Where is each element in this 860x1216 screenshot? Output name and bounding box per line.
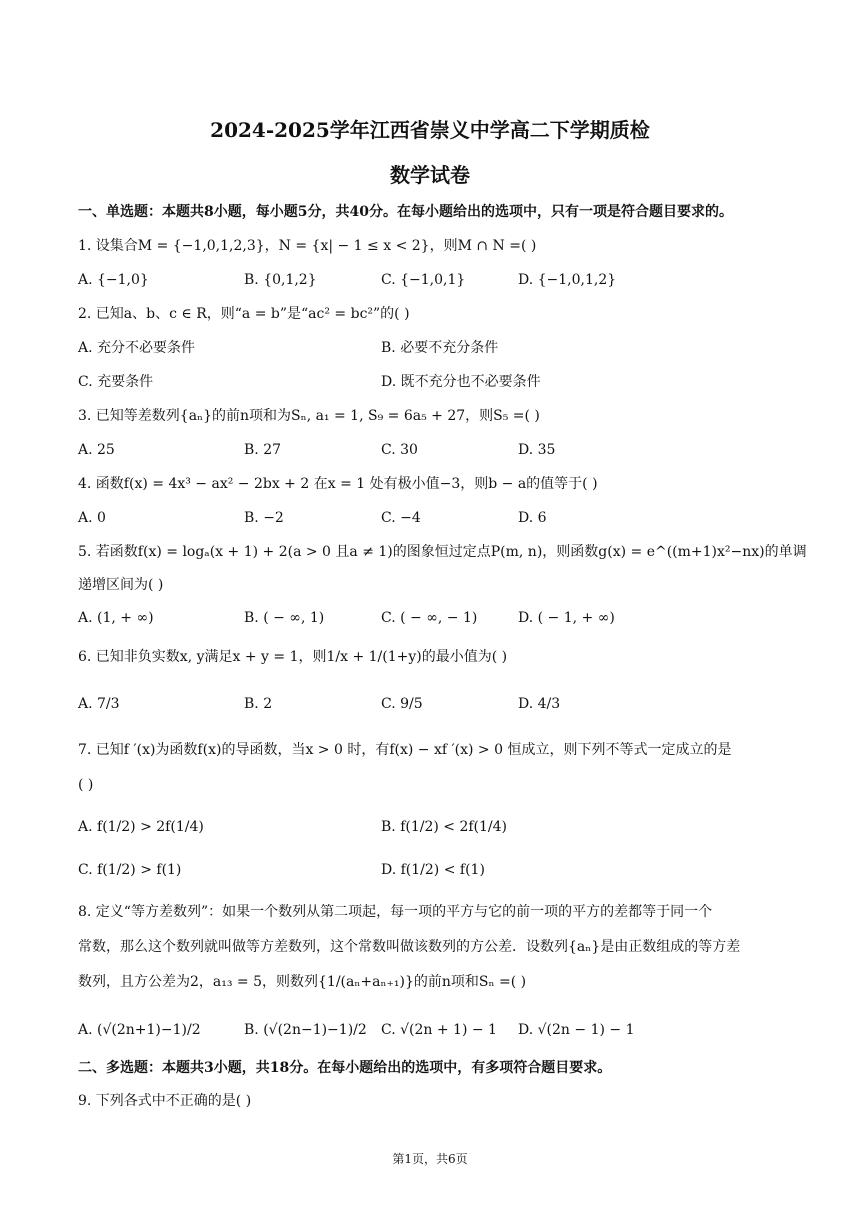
q4-option-c: C. −4	[381, 510, 421, 526]
q4-option-b: B. −2	[244, 510, 284, 526]
question-6: 6. 已知非负实数x, y满足x + y = 1，则1/x + 1/(1+y)的最小值为( )	[78, 649, 508, 665]
q6-option-d: D. 4/3	[518, 696, 561, 712]
q1-option-a: A. {−1,0}	[78, 272, 149, 288]
question-8-line-3: 数列，且方公差为2，a₁₃ = 5，则数列{1/(aₙ+aₙ₊₁)}的前n项和Sₙ =( )	[78, 974, 527, 990]
q8-option-d: D. √(2n − 1) − 1	[518, 1022, 635, 1038]
q3-option-a: A. 25	[78, 442, 115, 458]
q3-option-c: C. 30	[381, 442, 418, 458]
q2-option-b: B. 必要不充分条件	[381, 340, 499, 356]
page-footer: 第1页，共6页	[392, 1152, 468, 1166]
question-7-cont: ( )	[78, 777, 94, 793]
question-5-cont: 递增区间为( )	[78, 577, 164, 593]
q1-option-c: C. {−1,0,1}	[381, 272, 466, 288]
q8-option-b: B. (√(2n−1)−1)/2	[244, 1022, 367, 1038]
question-8-line-2: 常数，那么这个数列就叫做等方差数列，这个常数叫做该数列的方公差．设数列{aₙ}是由正数组成的等方差	[78, 939, 741, 955]
q2-option-a: A. 充分不必要条件	[78, 340, 196, 356]
q6-option-c: C. 9/5	[381, 696, 423, 712]
question-4: 4. 函数f(x) = 4x³ − ax² − 2bx + 2 在x = 1 处有极小值−3，则b − a的值等于( )	[78, 476, 598, 492]
q7-option-c: C. f(1/2) > f(1)	[78, 862, 182, 878]
q3-option-b: B. 27	[244, 442, 282, 458]
q7-option-a: A. f(1/2) > 2f(1/4)	[78, 819, 204, 835]
section-1-heading: 一、单选题：本题共8小题，每小题5分，共40分。在每小题给出的选项中，只有一项是符合题目要求的。	[78, 204, 733, 220]
q1-option-d: D. {−1,0,1,2}	[518, 272, 617, 288]
q7-option-d: D. f(1/2) < f(1)	[381, 862, 485, 878]
q1-option-b: B. {0,1,2}	[244, 272, 317, 288]
exam-subtitle: 数学试卷	[390, 163, 470, 187]
q3-option-d: D. 35	[518, 442, 556, 458]
q4-option-d: D. 6	[518, 510, 547, 526]
q5-option-d: D. ( − 1, + ∞)	[518, 610, 615, 626]
q6-option-b: B. 2	[244, 696, 273, 712]
q5-option-c: C. ( − ∞, − 1)	[381, 610, 478, 626]
q5-option-a: A. (1, + ∞)	[78, 610, 154, 626]
question-5: 5. 若函数f(x) = logₐ(x + 1) + 2(a > 0 且a ≠ 1)的图象恒过定点P(m, n)，则函数g(x) = e^((m+1)x²−nx)的单调	[78, 544, 807, 560]
question-2: 2. 已知a、b、c ∈ R，则“a = b”是“ac² = bc²”的( )	[78, 306, 410, 322]
q2-option-d: D. 既不充分也不必要条件	[381, 374, 541, 390]
q7-option-b: B. f(1/2) < 2f(1/4)	[381, 819, 507, 835]
q5-option-b: B. ( − ∞, 1)	[244, 610, 325, 626]
exam-title: 2024-2025学年江西省崇义中学高二下学期质检	[210, 118, 650, 142]
question-8: 8. 定义“等方差数列”：如果一个数列从第二项起，每一项的平方与它的前一项的平方的差都等于同一个	[78, 904, 713, 920]
question-3: 3. 已知等差数列{aₙ}的前n项和为Sₙ, a₁ = 1, S₉ = 6a₅ + 27，则S₅ =( )	[78, 408, 540, 424]
q8-option-c: C. √(2n + 1) − 1	[381, 1022, 497, 1038]
q6-option-a: A. 7/3	[78, 696, 120, 712]
question-7: 7. 已知f ′(x)为函数f(x)的导函数，当x > 0 时，有f(x) − xf ′(x) > 0 恒成立，则下列不等式一定成立的是	[78, 742, 732, 758]
section-2-heading: 二、多选题：本题共3小题，共18分。在每小题给出的选项中，有多项符合题目要求。	[78, 1060, 612, 1076]
q2-option-c: C. 充要条件	[78, 374, 154, 390]
q8-option-a: A. (√(2n+1)−1)/2	[78, 1022, 201, 1038]
question-9: 9. 下列各式中不正确的是( )	[78, 1093, 252, 1109]
question-1: 1. 设集合M = {−1,0,1,2,3}，N = {x| − 1 ≤ x < 2}，则M ∩ N =( )	[78, 238, 537, 254]
q4-option-a: A. 0	[78, 510, 106, 526]
